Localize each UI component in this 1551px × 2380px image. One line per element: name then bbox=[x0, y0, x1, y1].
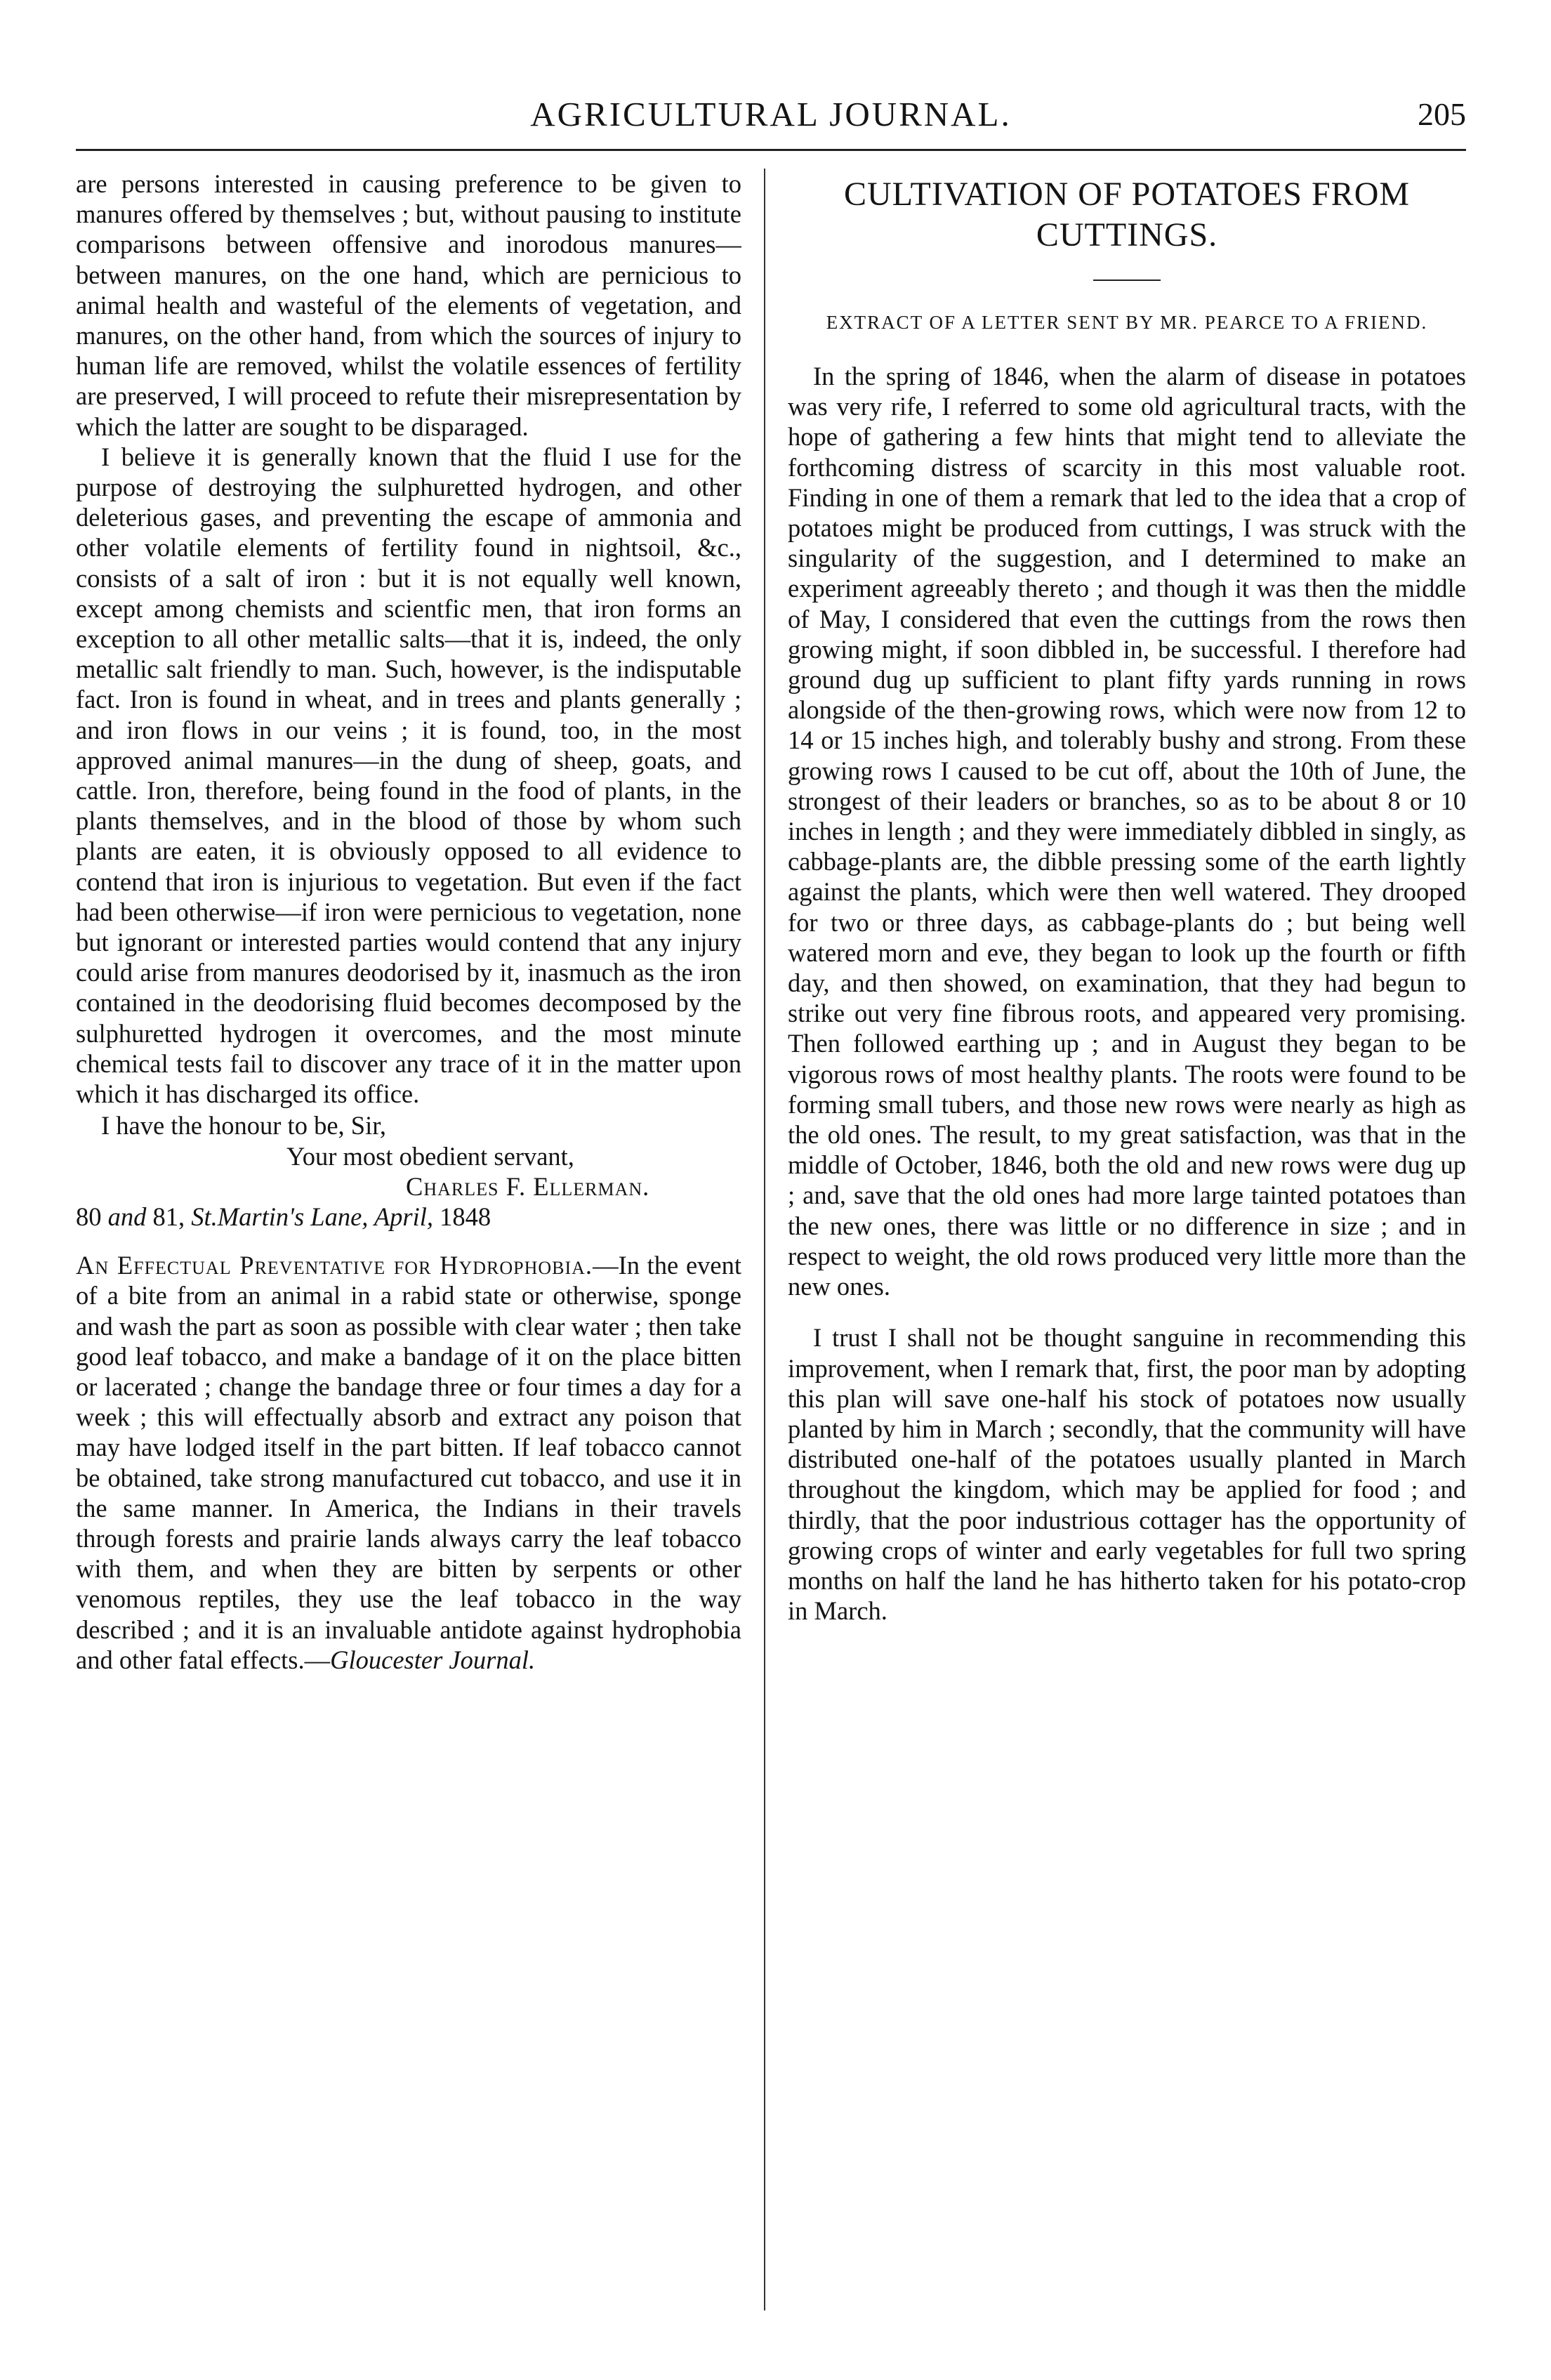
right-paragraph-2: I trust I shall not be thought sanguine in recommending this improvement, when I remark that, first, the poor man by adopting this plan will save one-half his stock of potatoes now usually planted by him in March ; secondly, that the community will have distributed one-half of the potatoes usually planted in March throughout the kingdom, which may be applied for food ; and thirdly, that the poor industrious cottager has the opportunity of growing crops of winter and early vegetables for full two spring months on half the land he has hitherto taken for his potato-crop in March. bbox=[788, 1323, 1466, 1626]
left-paragraph-2: I believe it is generally known that the fluid I use for the purpose of destroying the sulphuretted hydrogen, and other deleterious gases, and preventing the escape of ammonia and other volatile elements of fertility found in nightsoil, &c., consists of a salt of iron : but it is not equally well known, except among chemists and scientfic men, that iron forms an exception to all other metallic salts—that it is, indeed, the only metallic salt friendly to man. Such, however, is the indisputable fact. Iron is found in wheat, and in trees and plants generally ; and iron flows in our veins ; it is found, too, in the most approved animal manures—in the dung of sheep, goats, and cattle. Iron, therefore, being found in the food of plants, in the plants themselves, and in the blood of those by whom such plants are eaten, it is obviously opposed to all evidence to contend that iron is injurious to vegetation. But even if the fact had been otherwise—if iron were pernicious to vegetation, none but ignorant or interested parties would contend that any injury could arise from manures deodorised by it, inasmuch as the iron contained in the deodorising fluid becomes decomposed by the sulphuretted hydrogen it overcomes, and the most minute chemical tests fail to discover any trace of it in the matter upon which it has discharged its office. bbox=[76, 442, 741, 1109]
dateline-number-1: 80 bbox=[76, 1202, 102, 1231]
notice-source: Gloucester Journal. bbox=[330, 1645, 536, 1674]
notice-body: —In the event of a bite from an animal in a rabid state or otherwise, sponge and wash the part as soon as possible with clear water ; then take good leaf tobacco, and make a bandage of it on the place bitten or lacerated ; change the bandage three or four times a day for a week ; this will effectually absorb and extract any poison that may have lodged itself in the part bitten. If leaf tobacco cannot be obtained, take strong manufactured cut tobacco, and use it in the same manner. In America, the Indians in their travels through forests and prairie lands always carry the leaf tobacco with them, and when they are bitten by serpents or other venomous reptiles, they use the leaf tobacco in the way described ; and it is an invaluable antidote against hydrophobia and other fatal effects.— bbox=[76, 1251, 741, 1674]
running-title: AGRICULTURAL JOURNAL. bbox=[530, 95, 1012, 133]
signoff-greeting: I have the honour to be, Sir, bbox=[101, 1111, 387, 1140]
signoff-servant: Your most obedient servant, bbox=[286, 1141, 574, 1171]
hydrophobia-notice bbox=[76, 1250, 741, 1675]
signoff-name: Charles F. Ellerman. bbox=[406, 1171, 650, 1201]
dateline-year: 1848 bbox=[440, 1202, 491, 1231]
article-title: CULTIVATION OF POTATOES FROM CUTTINGS. bbox=[843, 176, 1411, 254]
column-divider bbox=[764, 169, 765, 2310]
spacer bbox=[788, 1301, 1466, 1322]
dateline bbox=[76, 1202, 741, 1232]
spacer bbox=[788, 340, 1466, 361]
spacer bbox=[76, 1232, 741, 1250]
left-column bbox=[76, 169, 741, 2346]
left-paragraph-1: are persons interested in causing preference to be given to manures offered by themselves ; but, without pausing to institute comparisons between offensive and inorodous manures—between manures, on the one hand, which are pernicious to animal health and wasteful of the elements of vegetation, and manures, on the other hand, from which the sources of injury to human life are removed, whilst the volatile essences of fertility are preserved, I will proceed to refute their misrepresentation by which the latter are sought to be disparaged. bbox=[76, 169, 741, 441]
header-rule bbox=[76, 149, 1466, 151]
dateline-and: and bbox=[107, 1202, 147, 1231]
dateline-place: St.Martin's Lane, April, bbox=[191, 1202, 434, 1231]
article-subheading: EXTRACT OF A LETTER SENT BY MR. PEARCE TO A FRIEND. bbox=[826, 312, 1428, 333]
notice-heading: An Effectual Preventative for Hydrophobia. bbox=[76, 1251, 593, 1280]
page-number: 205 bbox=[1418, 96, 1466, 132]
right-paragraph-1: In the spring of 1846, when the alarm of disease in potatoes was very rife, I referred to some old agricultural tracts, with the hope of gathering a few hints that might tend to alleviate the forthcoming distress of scarcity in this most valuable root. Finding in one of them a remark that led to the idea that a crop of potatoes might be produced from cuttings, I was struck with the singularity of the suggestion, and I determined to make an experiment agreeably thereto ; and though it was then the middle of May, I considered that even the cuttings from the rows then growing might, if soon dibbled in, be successful. I therefore had ground dug up sufficient to plant fifty yards running in rows alongside of the then-growing rows, which were now from 12 to 14 or 15 inches high, and tolerably bushy and strong. From these growing rows I caused to be cut off, about the 10th of June, the strongest of their leaders or branches, so as to be about 8 or 10 inches in length ; and they were immediately dibbled in singly, as cabbage-plants are, the dibble pressing some of the earth lightly against the plants, which were then well watered. They drooped for two or three days, as cabbage-plants do ; but being well watered morn and eve, they began to look up the fourth or fifth day, and then showed, on examination, that they had begun to strike out very fine fibrous roots, and appeared very promising. Then followed earthing up ; and in August they began to be vigorous rows of most healthy plants. The roots were found to be forming small tubers, and those new rows were nearly as high as the old ones. The result, to my great satisfaction, was that in the middle of October, 1846, both the old and new rows were dug up ; and, save that the old ones had more large tainted potatoes than the new ones, there was little or no difference in size ; and in respect to weight, the old rows produced very little more than the new ones. bbox=[788, 362, 1466, 1301]
dateline-number-2: 81, bbox=[152, 1202, 185, 1231]
right-column bbox=[788, 169, 1466, 2346]
title-rule bbox=[1093, 280, 1161, 281]
page-header bbox=[76, 91, 1466, 140]
